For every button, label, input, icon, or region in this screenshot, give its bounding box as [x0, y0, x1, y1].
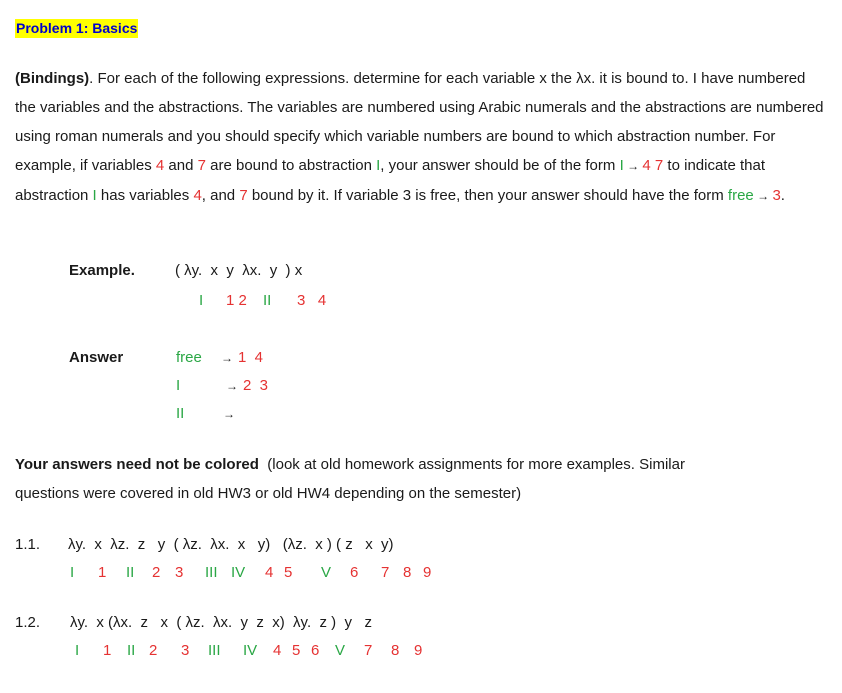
example-label: Example. [69, 262, 135, 279]
intro-text-2: are bound to abstraction [205, 157, 377, 174]
answer-values-i: 2 3 [243, 377, 269, 394]
free-value: 3 [772, 187, 781, 204]
binding-label: 6 [350, 564, 359, 581]
binding-label: 5 [292, 642, 301, 659]
intro-text-5: has variables [96, 187, 194, 204]
binding-label: 3 [181, 642, 190, 659]
intro-text-4: to indicate that abstraction [15, 157, 765, 204]
intro-text-6: , and [201, 187, 240, 204]
question-expression: λy. x (λx. z x ( λz. λx. y z x) λy. z ) y z [70, 614, 372, 631]
arrow-icon: → [221, 351, 233, 365]
note-text: (look at old homework assignments for more examples. Similar [258, 456, 685, 473]
example-abstraction-ii: II [263, 292, 272, 309]
binding-label: 2 [149, 642, 158, 659]
binding-label: 2 [152, 564, 161, 581]
binding-label: II [127, 642, 136, 659]
binding-label: IV [231, 564, 246, 581]
binding-label: 3 [175, 564, 184, 581]
answer-key-ii: II [176, 405, 185, 422]
binding-label: 6 [311, 642, 320, 659]
example-expression: ( λy. x y λx. y ) x [175, 262, 303, 279]
note-line-1 [15, 456, 685, 473]
binding-label: 4 [273, 642, 282, 659]
question-number: 1.1. [15, 536, 41, 553]
example-vars-3-4: 3 4 [297, 292, 327, 309]
form-abstraction: I [619, 157, 624, 174]
binding-label: III [205, 564, 218, 581]
form-values: 4 7 [642, 157, 664, 174]
bindings-heading: (Bindings) [15, 70, 90, 87]
arrow-icon: → [753, 189, 773, 203]
problem-title: Problem 1: Basics [16, 20, 138, 36]
intro-text-8: . [780, 187, 785, 204]
free-label: free [727, 187, 754, 204]
var-7: 7 [197, 157, 206, 174]
example-abstraction-i: I [199, 292, 204, 309]
binding-label: 9 [414, 642, 423, 659]
binding-label: 9 [423, 564, 432, 581]
arrow-icon: → [226, 379, 238, 393]
intro-text-7: bound by it. If variable 3 is free, then your answer should have the form [247, 187, 728, 204]
intro-text-1: . For each of the following expressions. determine for each variable x the λx. it is bound to. I have numbered the variables and the abstractions. The variables are numbered using Arabic numerals and the abstractions are numbered using roman numerals and you should specify which variable numbers are bound to which abstraction number. For example, if variables [15, 70, 824, 174]
var-4-b: 4 [193, 187, 202, 204]
intro-text-3: , your answer should be of the form [380, 157, 620, 174]
binding-label: IV [243, 642, 258, 659]
binding-label: 7 [381, 564, 390, 581]
var-7-b: 7 [239, 187, 248, 204]
question-number: 1.2. [15, 614, 41, 631]
binding-label: 5 [284, 564, 293, 581]
binding-label: 8 [391, 642, 400, 659]
binding-label: I [70, 564, 75, 581]
intro-and: and [164, 157, 198, 174]
var-4: 4 [155, 157, 165, 174]
binding-label: 1 [98, 564, 107, 581]
answer-key-free: free [176, 349, 202, 366]
intro-paragraph [15, 64, 830, 211]
question-labels [0, 642, 842, 664]
binding-label: V [335, 642, 346, 659]
binding-label: 4 [265, 564, 274, 581]
note-bold: Your answers need not be colored [15, 456, 259, 473]
answer-label: Answer [69, 349, 124, 366]
binding-label: 7 [364, 642, 373, 659]
binding-label: II [126, 564, 135, 581]
abstraction-i: I [376, 157, 381, 174]
arrow-icon: → [223, 407, 235, 421]
answer-values-free: 1 4 [238, 349, 264, 366]
question-expression: λy. x λz. z y ( λz. λx. x y) (λz. x ) ( z x y) [68, 536, 394, 553]
binding-label: III [208, 642, 221, 659]
binding-label: 1 [103, 642, 112, 659]
note-line-2: questions were covered in old HW3 or old HW4 depending on the semester) [15, 485, 522, 502]
arrow-icon: → [623, 159, 643, 173]
binding-label: 8 [403, 564, 412, 581]
binding-label: V [321, 564, 332, 581]
abstraction-i-2: I [92, 187, 97, 204]
question-labels [0, 564, 842, 586]
answer-key-i: I [176, 377, 181, 394]
binding-label: I [75, 642, 80, 659]
example-vars-1-2: 1 2 [226, 292, 247, 309]
